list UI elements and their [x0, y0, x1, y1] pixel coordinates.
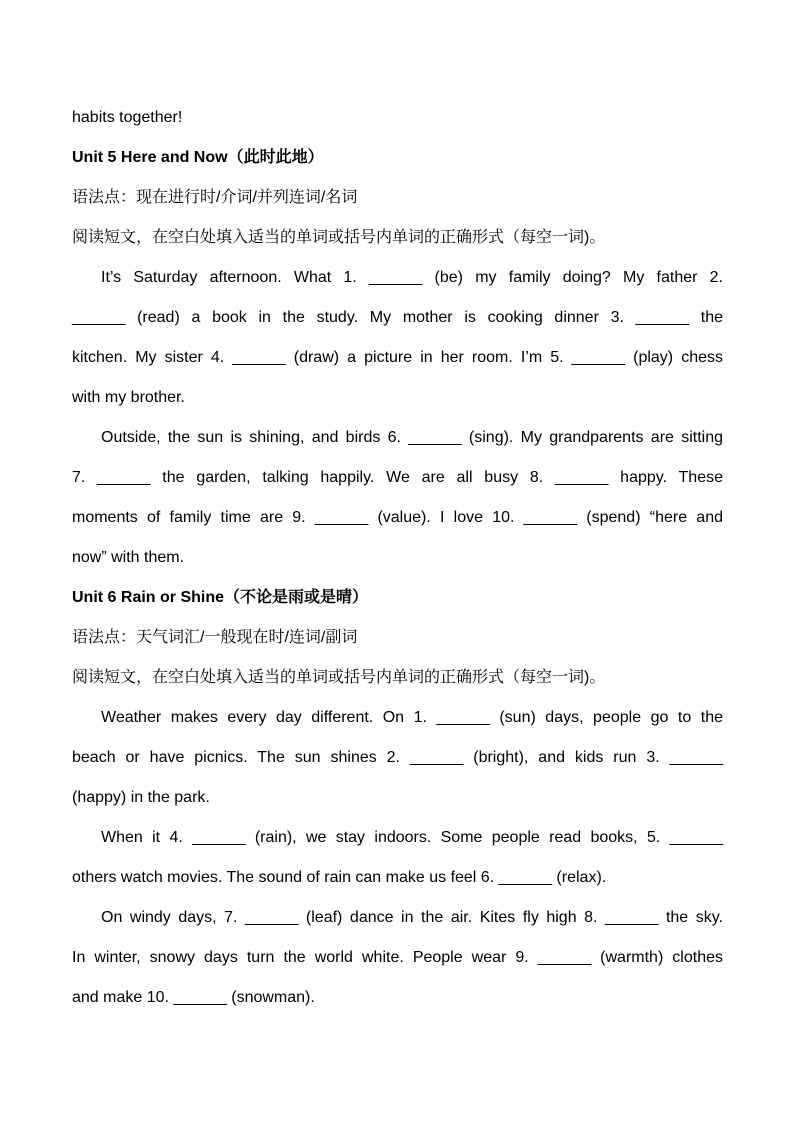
text-line: When it 4. ______ (rain), we stay indoors. Some people read books, 5. ______: [101, 829, 723, 846]
text-line: kitchen. My sister 4. ______ (draw) a picture in her room. I’m 5. ______ (play) chess: [72, 349, 723, 366]
text-line: (happy) in the park.: [72, 789, 210, 806]
unit-5-heading: Unit 5 Here and Now（此时此地）: [72, 149, 324, 166]
text-line: beach or have picnics. The sun shines 2. ______ (bright), and kids run 3. ______: [72, 749, 723, 766]
text-line: habits together!: [72, 109, 183, 126]
text-line: and make 10. ______ (snowman).: [72, 989, 315, 1006]
unit-6-instructions: 阅读短文，在空白处填入适当的单词或括号内单词的正确形式（每空一词)。: [72, 669, 606, 686]
unit-6-heading: Unit 6 Rain or Shine（不论是雨或是晴）: [72, 589, 369, 606]
text-line: It’s Saturday afternoon. What 1. ______ (be) my family doing? My father 2.: [101, 269, 723, 286]
text-line: now” with them.: [72, 549, 185, 566]
text-line: 7. ______ the garden, talking happily. We are all busy 8. ______ happy. These: [72, 469, 723, 486]
text-line: Outside, the sun is shining, and birds 6. ______ (sing). My grandparents are sitting: [101, 429, 723, 446]
unit-6-grammar-points: 语法点：天气词汇/一般现在时/连词/副词: [72, 629, 358, 646]
text-line: moments of family time are 9. ______ (value). I love 10. ______ (spend) “here and: [72, 509, 723, 526]
text-line: Weather makes every day different. On 1. ______ (sun) days, people go to the: [101, 709, 723, 726]
text-line: In winter, snowy days turn the world white. People wear 9. ______ (warmth) clothes: [72, 949, 723, 966]
document-page: [72, 98, 723, 1018]
text-line: others watch movies. The sound of rain can make us feel 6. ______ (relax).: [72, 869, 607, 886]
unit-5-grammar-points: 语法点：现在进行时/介词/并列连词/名词: [72, 189, 358, 206]
unit-5-instructions: 阅读短文，在空白处填入适当的单词或括号内单词的正确形式（每空一词)。: [72, 229, 606, 246]
text-line: with my brother.: [72, 389, 185, 406]
text-line: On windy days, 7. ______ (leaf) dance in the air. Kites fly high 8. ______ the sky.: [101, 909, 723, 926]
text-line: ______ (read) a book in the study. My mother is cooking dinner 3. ______ the: [72, 309, 723, 326]
